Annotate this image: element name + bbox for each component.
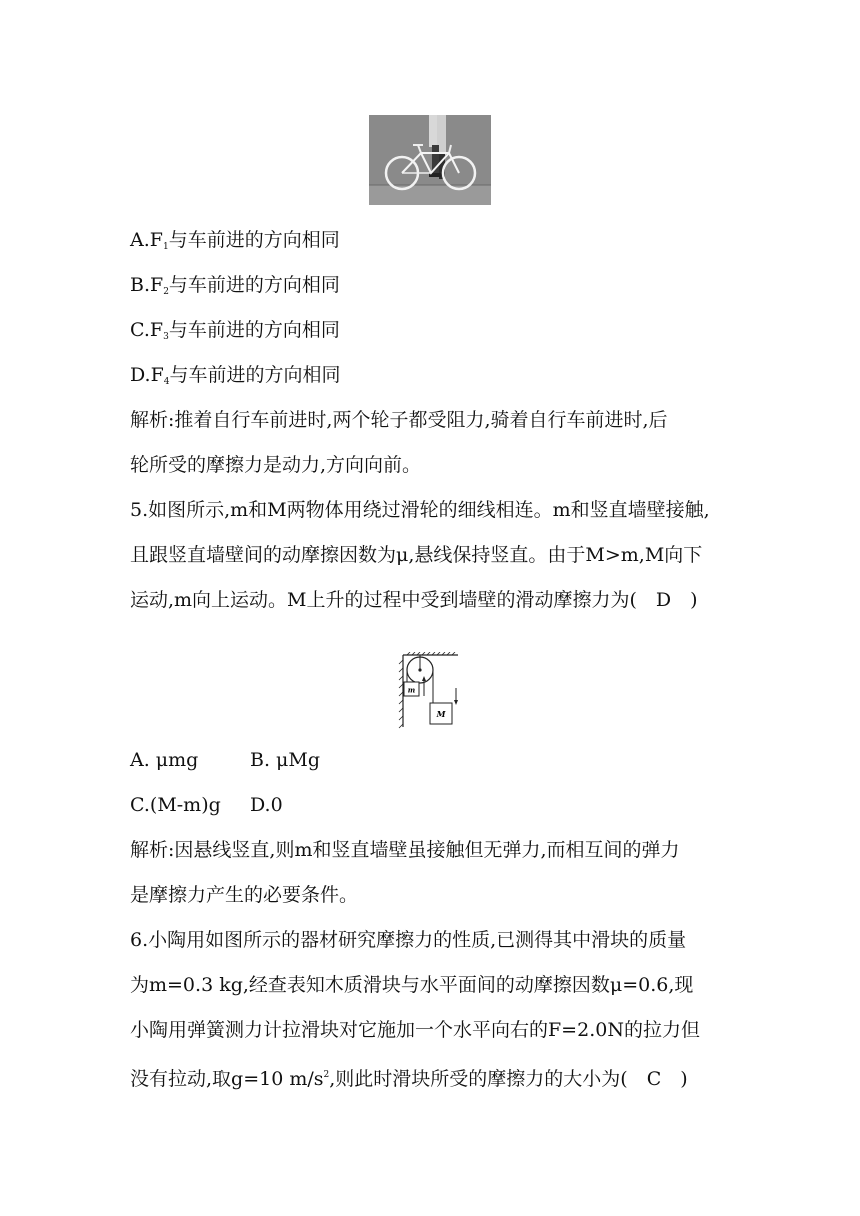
question-stem-line: 没有拉动,取g=10 $m/s^2$,则此时滑块所受的摩擦力的大小为( C ) [130, 1068, 688, 1090]
question-stem-line: 6.小陶用如图所示的器材研究摩擦力的性质,已测得其中滑块的质量 [130, 929, 687, 951]
bicycle-photo [369, 115, 491, 205]
question-stem-line: 为m=0.3 kg,经查表知木质滑块与水平面间的动摩擦因数μ=0.6,现 [130, 974, 694, 996]
analysis-line: 轮所受的摩擦力是动力,方向向前。 [130, 454, 422, 476]
block-big-m-label: M [436, 709, 446, 719]
option-a: A. μmg [130, 749, 199, 771]
question-stem-line: 5.如图所示,m和M两物体用绕过滑轮的细线相连。m和竖直墙壁接触, [130, 499, 710, 521]
question-stem-line: 小陶用弹簧测力计拉滑块对它施加一个水平向右的F=2.0N的拉力但 [130, 1019, 700, 1041]
analysis-line: 解析:因悬线竖直,则m和竖直墙壁虽接触但无弹力,而相互间的弹力 [130, 839, 680, 861]
block-m-label: m [407, 685, 416, 695]
option-d: $D.F_4$与车前进的方向相同 [130, 364, 341, 387]
analysis-line: 解析:推着自行车前进时,两个轮子都受阻力,骑着自行车前进时,后 [130, 409, 668, 431]
question-stem-line: 且跟竖直墙壁间的动摩擦因数为μ,悬线保持竖直。由于M>m,M向下 [130, 544, 703, 566]
option-c: $C.F_3$与车前进的方向相同 [130, 319, 340, 342]
option-b: B. μMg [250, 749, 321, 771]
analysis-line: 是摩擦力产生的必要条件。 [130, 884, 359, 906]
option-c: C.(M-m)g [130, 794, 221, 816]
option-a: $A.F_1$与车前进的方向相同 [130, 229, 340, 252]
question-stem-line: 运动,m向上运动。M上升的过程中受到墙壁的滑动摩擦力为( D ) [130, 589, 698, 611]
pulley-diagram [397, 652, 460, 729]
option-d: D.0 [250, 794, 283, 816]
option-b: $B.F_2$与车前进的方向相同 [130, 274, 340, 297]
